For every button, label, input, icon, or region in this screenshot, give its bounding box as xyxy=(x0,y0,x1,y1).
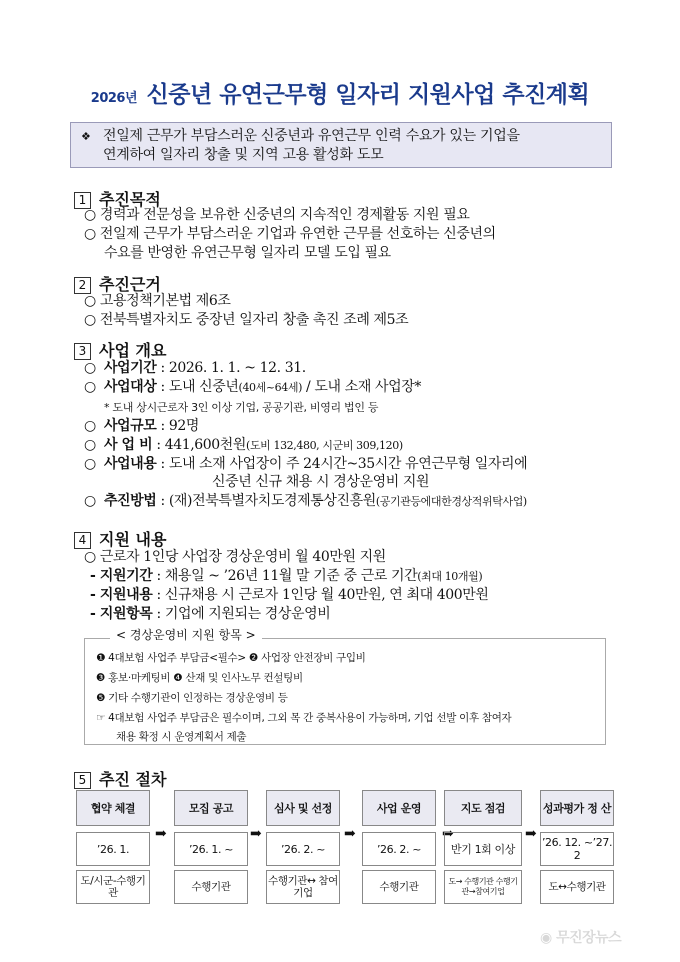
support-amount: - 지원내용 : 신규채용 시 근로자 1인당 월 40만원, 연 최대 400만원 xyxy=(90,587,489,603)
process-step-evaluation xyxy=(540,790,614,904)
step-date: ’26. 1. xyxy=(76,832,150,866)
step-owner: 도/시군-수행기관 xyxy=(76,870,150,904)
expense-note-line-2: 채용 확정 시 운영계획서 제출 xyxy=(116,731,247,743)
section-number: 5 xyxy=(74,772,91,789)
right-arrow-icon: ➡ xyxy=(155,826,167,842)
step-date: ’26. 2. ~ xyxy=(362,832,436,866)
overview-target-note: * 도내 상시근로자 3인 이상 기업, 공공기관, 비영리 법인 등 xyxy=(104,401,379,414)
step-owner: 수행기관↔ 참여기업 xyxy=(266,870,340,904)
page-title xyxy=(0,76,680,109)
section-5-heading xyxy=(74,767,166,790)
step-header: 모집 공고 xyxy=(174,790,248,826)
step-owner: 수행기관 xyxy=(362,870,436,904)
step-owner: 수행기관 xyxy=(174,870,248,904)
step-date: ’26. 2. ~ xyxy=(266,832,340,866)
step-date: 반기 1회 이상 xyxy=(444,832,522,866)
process-step-recruit xyxy=(174,790,248,904)
expense-item-line-2: ❸ 홍보·마케팅비 ❹ 산재 및 인사노무 컨설팅비 xyxy=(96,672,303,684)
process-step-selection xyxy=(266,790,340,904)
overview-cost: ○ 사 업 비 : 441,600천원(도비 132,480, 시군비 309,120) xyxy=(84,437,403,453)
right-arrow-icon: ➡ xyxy=(525,826,537,842)
watermark-logo: ◉ 무진장뉴스 xyxy=(540,930,622,946)
summary-box xyxy=(70,122,612,168)
section-3-heading xyxy=(74,338,166,361)
section-number: 2 xyxy=(74,277,91,294)
purpose-line-1: ○ 경력과 전문성을 보유한 신중년의 지속적인 경제활동 지원 필요 xyxy=(84,207,470,223)
process-step-operation xyxy=(362,790,436,904)
process-step-inspection xyxy=(444,790,522,904)
step-header: 협약 체결 xyxy=(76,790,150,826)
section-title: 사업 개요 xyxy=(99,341,167,360)
section-title: 추진 절차 xyxy=(99,770,167,789)
process-step-agreement xyxy=(76,790,150,904)
section-number: 1 xyxy=(74,192,91,209)
diamond-bullet-icon: ❖ xyxy=(81,130,91,143)
step-date: ’26. 12. ~’27. 2 xyxy=(540,832,614,866)
basis-line-1: ○ 고용정책기본법 제6조 xyxy=(84,293,231,309)
right-arrow-icon: ➡ xyxy=(344,826,356,842)
step-header: 사업 운영 xyxy=(362,790,436,826)
section-title: 추진목적 xyxy=(99,190,161,209)
right-arrow-icon: ➡ xyxy=(442,826,454,842)
section-4-heading xyxy=(74,527,166,550)
support-period: - 지원기간 : 채용일 ~ ’26년 11월 말 기준 중 근로 기간(최대 10개월) xyxy=(90,568,483,584)
section-title: 추진근거 xyxy=(99,275,161,294)
basis-line-2: ○ 전북특별자치도 중장년 일자리 창출 촉진 조례 제5조 xyxy=(84,312,409,328)
summary-line-1: 전일제 근무가 부담스러운 신중년과 유연근무 인력 수요가 있는 기업을 xyxy=(103,128,520,144)
overview-target: ○ 사업대상 : 도내 신중년(40세~64세) / 도내 소재 사업장* xyxy=(84,379,421,395)
purpose-line-3: 수요를 반영한 유연근무형 일자리 모델 도입 필요 xyxy=(104,245,391,261)
support-line-1: ○ 근로자 1인당 사업장 경상운영비 월 40만원 지원 xyxy=(84,549,386,565)
step-date: ’26. 1. ~ xyxy=(174,832,248,866)
step-header: 성과평가 정 산 xyxy=(540,790,614,826)
step-header: 지도 점검 xyxy=(444,790,522,826)
title-main: 신중년 유연근무형 일자리 지원사업 추진계획 xyxy=(146,82,590,108)
step-header: 심사 및 선정 xyxy=(266,790,340,826)
overview-method: ○ 추진방법 : (재)전북특별자치도경제통상진흥원(공기관등에대한경상적위탁사업) xyxy=(84,493,527,509)
expense-item-line-1: ❶ 4대보험 사업주 부담금<필수> ❷ 사업장 안전장비 구입비 xyxy=(96,652,366,664)
right-arrow-icon: ➡ xyxy=(250,826,262,842)
purpose-line-2: ○ 전일제 근무가 부담스러운 기업과 유연한 근무를 선호하는 신중년의 xyxy=(84,226,496,242)
overview-content: ○ 사업내용 : 도내 소재 사업장이 주 24시간~35시간 유연근무형 일자리에 xyxy=(84,456,528,472)
support-items: - 지원항목 : 기업에 지원되는 경상운영비 xyxy=(90,606,331,622)
step-owner: 도→ 수행기관 수행기관→참여기업 xyxy=(444,870,522,904)
expense-note-line-1: ☞ 4대보험 사업주 부담금은 필수이며, 그외 목 간 중복사용이 가능하며, 기업 선발 이후 참여자 xyxy=(96,712,512,724)
overview-scale: ○ 사업규모 : 92명 xyxy=(84,418,200,434)
section-title: 지원 내용 xyxy=(99,530,167,549)
step-owner: 도↔수행기관 xyxy=(540,870,614,904)
summary-line-2: 연계하여 일자리 창출 및 지역 고용 활성화 도모 xyxy=(103,147,384,163)
overview-content-line-2: 신중년 신규 채용 시 경상운영비 지원 xyxy=(212,474,430,490)
expense-box-title: < 경상운영비 지원 항목 > xyxy=(110,626,262,643)
title-year: 2026년 xyxy=(90,91,138,106)
overview-period: ○ 사업기간 : 2026. 1. 1. ~ 12. 31. xyxy=(84,360,306,376)
section-number: 4 xyxy=(74,532,91,549)
section-number: 3 xyxy=(74,343,91,360)
expense-item-line-3: ❺ 기타 수행기관이 인정하는 경상운영비 등 xyxy=(96,692,288,704)
